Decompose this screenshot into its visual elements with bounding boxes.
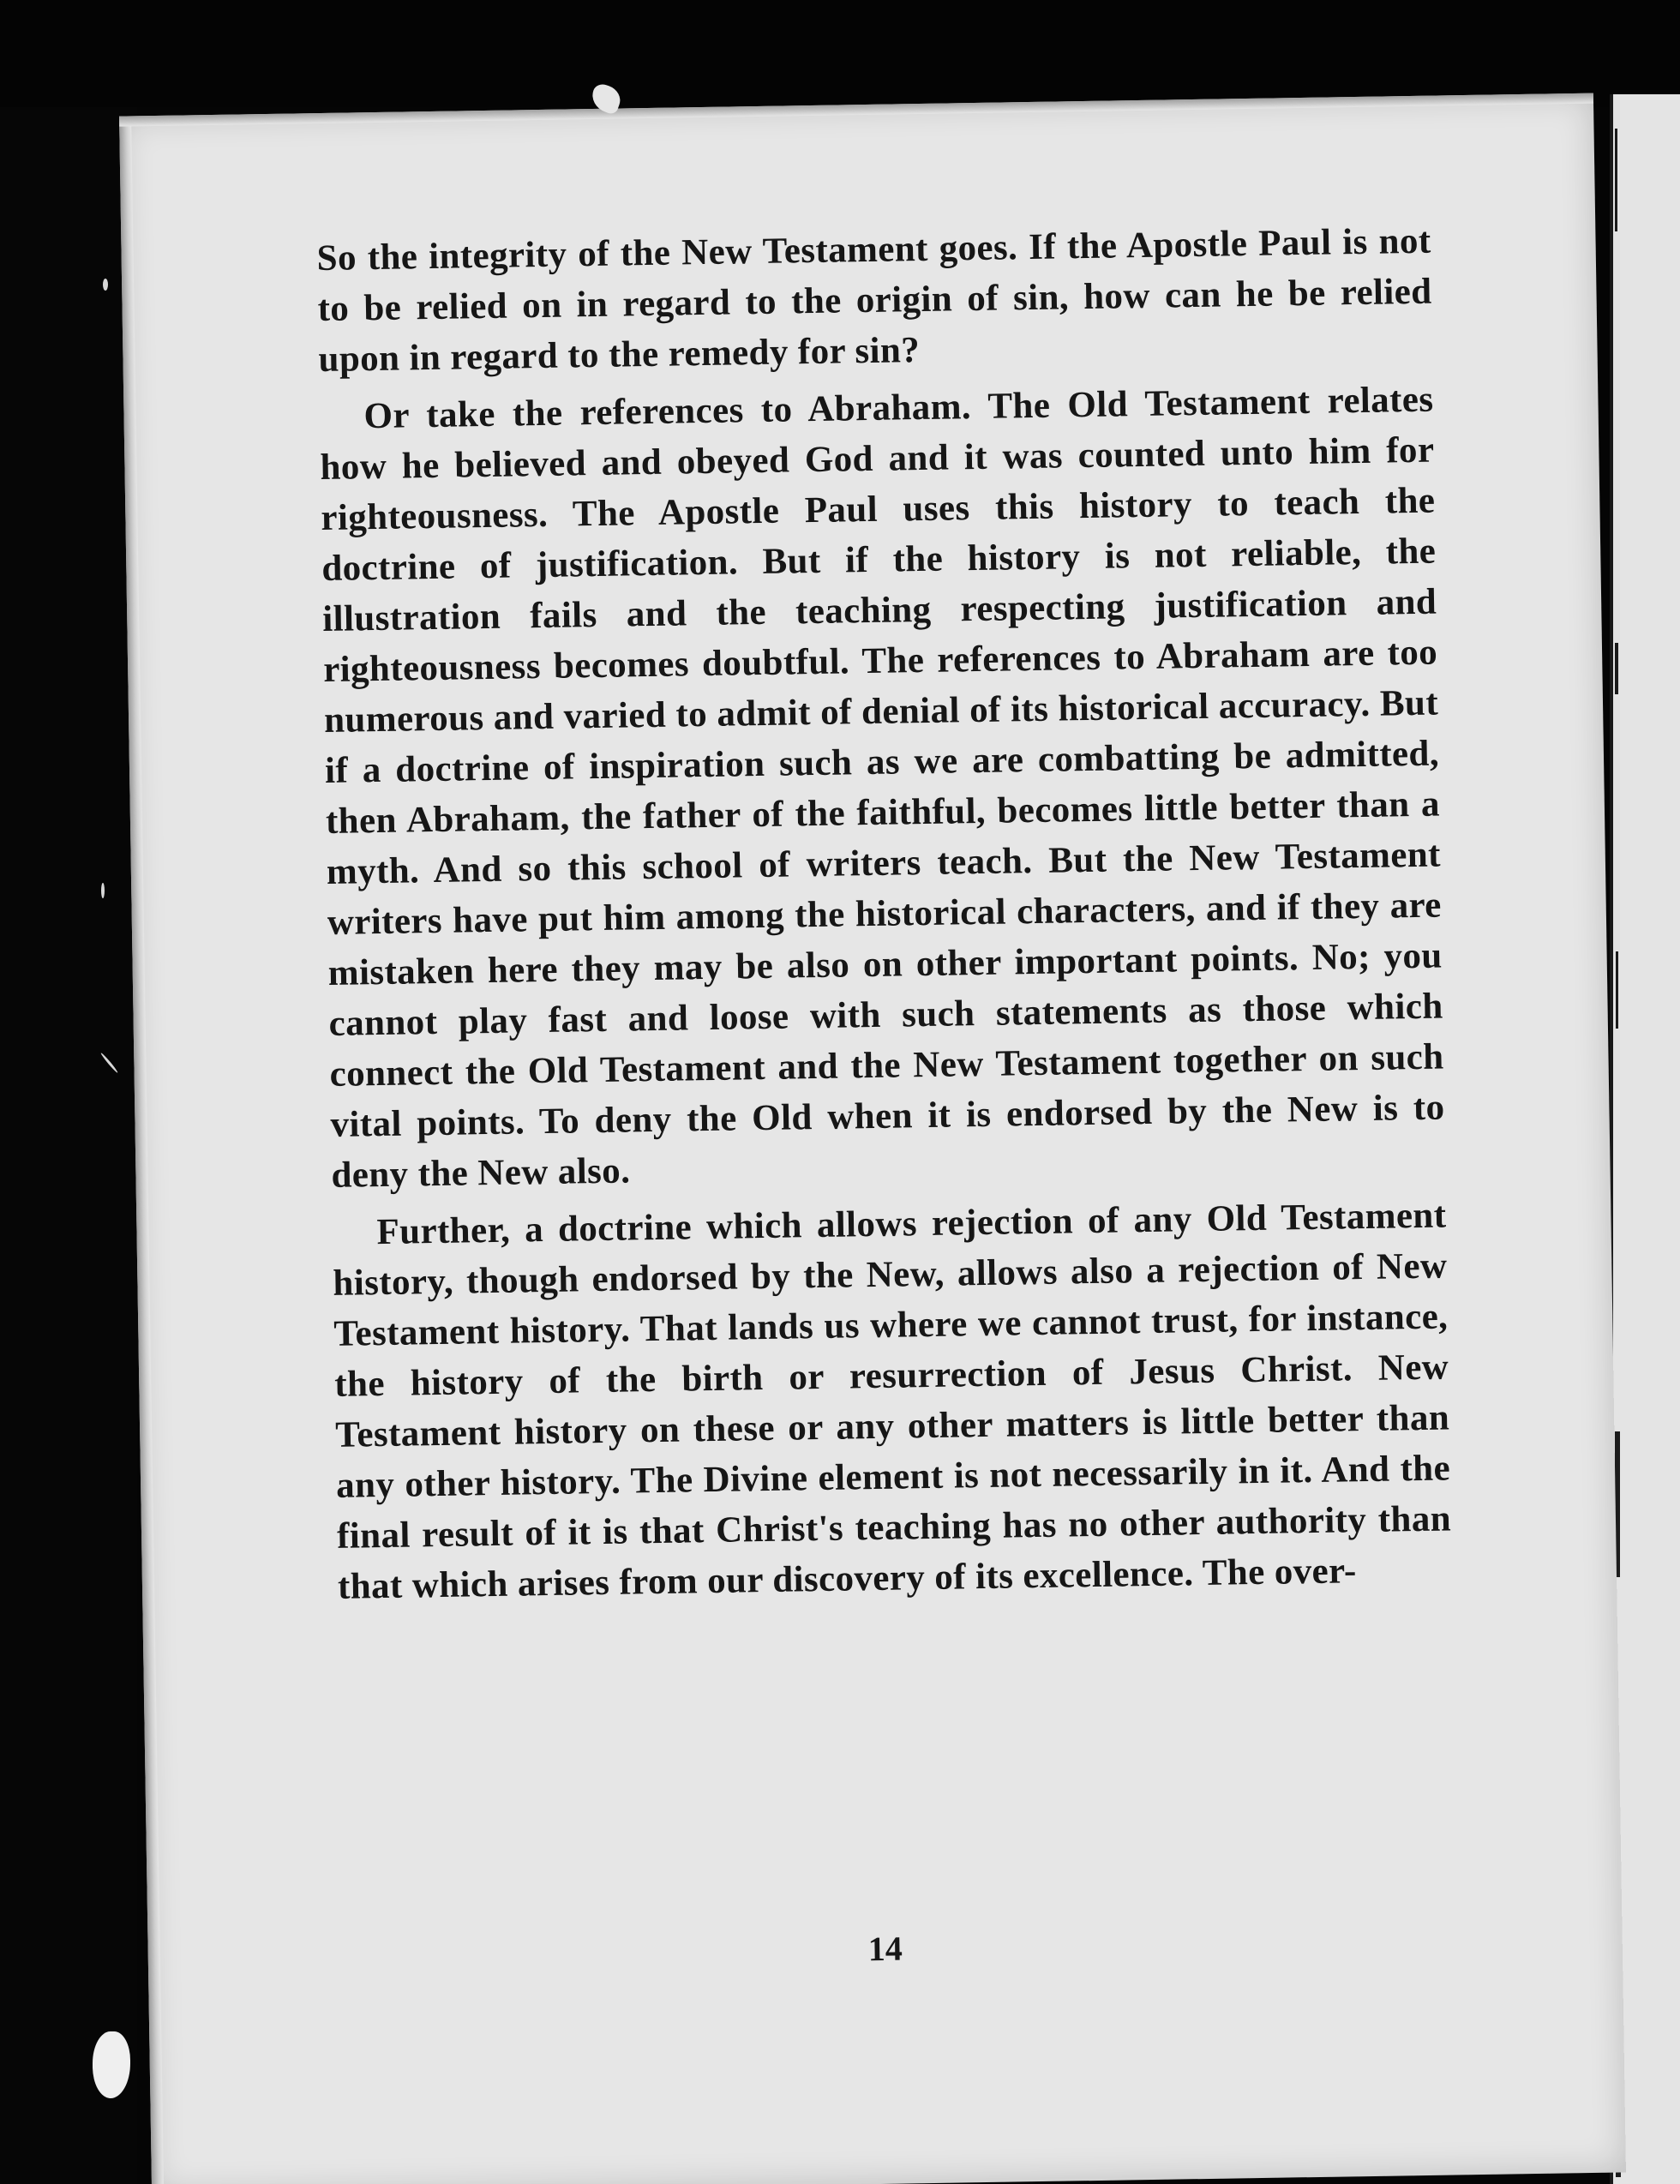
page-edge-mark	[1615, 643, 1618, 694]
dust-speck	[100, 1053, 119, 1074]
dust-speck	[103, 279, 108, 291]
body-text	[316, 216, 1452, 1612]
book-page	[119, 93, 1626, 2184]
page-edge-mark	[1616, 951, 1618, 1029]
page-number: 14	[867, 1929, 903, 1969]
dust-speck	[101, 883, 105, 898]
paragraph-2: Or take the references to Abraham. The Old Testament relates how he believed and obeyed God and it was counted unto him for righteousness. The Apostle Paul uses this history to teach the doctrine of justification. But if the history is not reliable, the illustration fails and the teaching respecting justification and righteousness becomes doubtful. The references to Abraham are too numerous and varied to admit of denial of its historical accuracy. But if a doctrine of inspiration such as we are combatting be admitted, then Abraham, the father of the faithful, becomes little better than a myth. And so this school of writers teach. But the New Testament writers have put him among the historical characters, and if they are mistaken here they may be also on other important points. No; you cannot play fast and loose with such statements as those which connect the Old Testament and the New Testament together on such vital points. To deny the Old when it is endorsed by the New is to deny the New also.	[320, 379, 1445, 1196]
page-edge-mark	[1615, 129, 1617, 231]
scan-border-left	[0, 107, 137, 2184]
paragraph-1: So the integrity of the New Testament goes. If the Apostle Paul is not to be relied on in regard to the origin of sin, how can he be relied upon in regard to the remedy for sin?	[316, 220, 1432, 381]
paragraph-3: Further, a doctrine which allows rejection of any Old Testament history, though endorsed by the New, allows also a rejection of New Testament history. That lands us where we cannot trust, for instance, the history of the birth or resurrection of Jesus Christ. New Testament history on these or any other matters is little better than any other history. The Divine element is not necessarily in it. And the final result of it is that Christ's teaching has no other authority than that which arises from our discovery of its excellence. The over-	[333, 1195, 1452, 1607]
scan-border-top	[0, 0, 1680, 107]
